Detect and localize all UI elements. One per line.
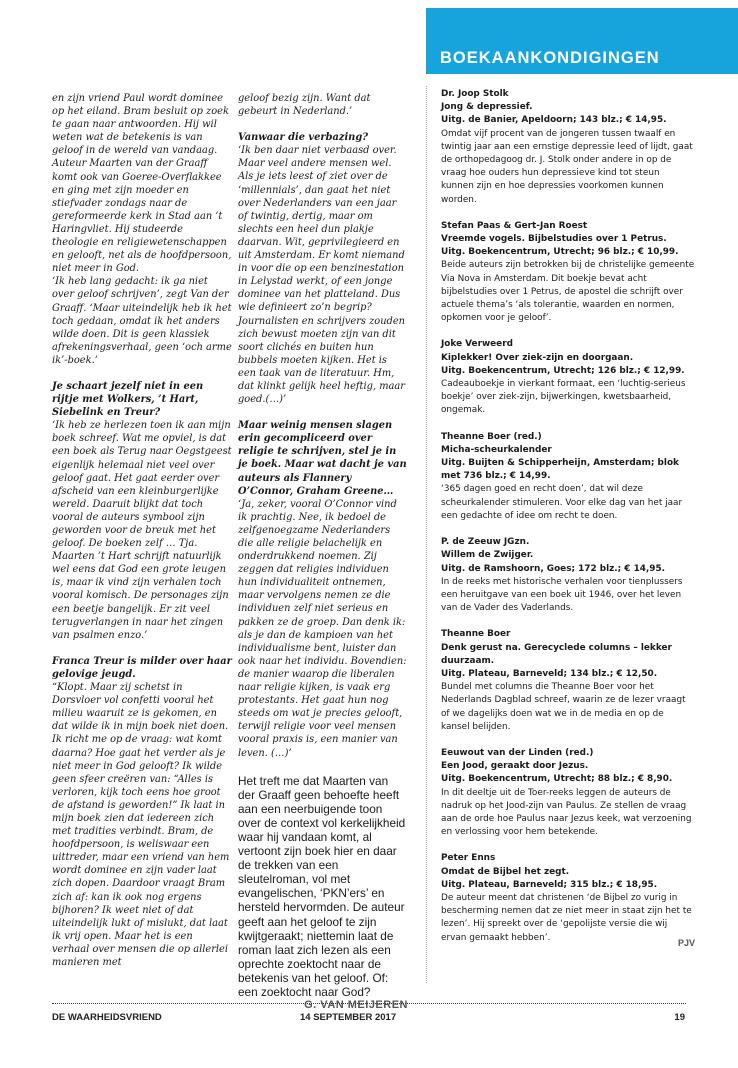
interview-question: Maar weinig mensen slagen erin gecompliceerd over religie te schrijven, stel je in je boek. Maar wat dacht je van auteurs als Flannery O’Connor, Graham Greene… [238, 420, 407, 497]
book-author: Eeuwout van der Linden (red.) [441, 747, 594, 758]
book-author: Theanne Boer [441, 629, 511, 640]
book-author: Dr. Joop Stolk [441, 89, 509, 99]
paragraph: ‘Ja, zeker, vooral O’Connor vind ik prachtig. Nee, ik bedoel de zelfgenoegzame Nederlanders die alle religie belachelijk en onderdrukkend noemen. Zij zeggen dat religies individuen hun individualiteit ontnemen, maar vervolgens nemen ze die individuen zelf niet serieus en pakken ze de groep. Dan denk ik: als je dan de kampioen van het individualisme bent, luister dan ook naar het individu. Bovendien: de manier waarop die liberalen naar religie kijken, is vaak erg protestants. Het gaat hun nog steeds om wat je precies gelooft, terwijl religie voor veel mensen vooral praxis is, een manier van leven. (…)’ [238, 498, 407, 759]
book-title: Denk gerust na. Gerecyclede columns – lekker duurzaam. [441, 642, 672, 666]
page-number: 19 [674, 1012, 685, 1023]
book-title: Micha-scheurkalender [441, 444, 552, 455]
book-description: In dit deeltje uit de Toer-reeks leggen de auteurs de nadruk op het Jood-zijn van Paulus. Ze stellen de vraag aan de orde hoe Paulus naar Jezus keek, wat verzoening en verlossing voor hem betekende. [441, 787, 692, 838]
author-signature: G. VAN MEIJEREN [304, 999, 408, 1012]
article-column-1 [52, 92, 232, 969]
book-publisher: Uitg. de Banier, Apeldoorn; 143 blz.; € 14,95. [441, 115, 667, 126]
paragraph: ‘Ik heb ze herlezen toen ik aan mijn boek schreef. Wat me opviel, is dat een boek als Terug naar Oegstgeest eigenlijk helemaal niet veel over geloof gaat. Het gaat eerder over afscheid van een kleinburgerlijke wereld. Daaruit blijkt dat toch vooral de auteurs symbool zijn geworden voor de breuk met het geloof. De boeken zelf … Tja. Maarten ’t Hart schrijft natuurlijk wel eens dat God een grote leugen is, maar ik vind zijn verhalen toch vooral komisch. De personages zijn een beetje bangelijk. Er zit veel terugverlangen in naar het zingen van psalmen enzo.’ [52, 420, 232, 641]
book-publisher: Uitg. Boekencentrum, Utrecht; 96 blz.; € 10,99. [441, 247, 679, 258]
paragraph: en zijn vriend Paul wordt dominee op het eiland. Bram besluit op zoek te gaan naar antwoorden. Hij wil weten wat de betekenis is van geloof in de wereld van vandaag. [52, 93, 229, 157]
column-divider [426, 86, 427, 983]
book-entry [441, 628, 695, 734]
book-publisher: Uitg. Buijten & Schipperheijn, Amsterdam; blok met 736 blz.; € 14,99. [441, 458, 679, 482]
paragraph: “Klopt. Maar zij schetst in Dorsvloer vol confetti vooral het milieu waaruit ze is gekomen, en dat wilde ik in mijn boek niet doen. Ik richt me op de vraag: wat komt daarna? Hoe gaat het verder als je niet meer in God gelooft? Ik wilde geen sfeer creëren van: “Alles is verloren, kijk toch eens hoe groot de afstand is geworden!” Ik laat in mijn boek zien dat iedereen zich met tradities verbindt. Bram, de hoofdpersoon, is weliswaar een uittreder, maar een vriend van hem wordt dominee en zijn vader laat zich dopen. Daardoor vraagt Bram zich af: kan ik ook nog ergens bijhoren? Ik weet niet of dat uiteindelijk lukt of mislukt, dat laat ik vrij open. Maar het is een verhaal over mensen die op allerlei manieren met [52, 682, 230, 968]
interview-question: Franca Treur is milder over haar gelovige jeugd. [52, 655, 232, 680]
book-publisher: Uitg. Boekencentrum, Utrecht; 126 blz.; € 12,99. [441, 365, 685, 376]
book-title: Een Jood, geraakt door Jezus. [441, 761, 589, 772]
footer-divider [52, 1003, 686, 1004]
book-author: Theanne Boer (red.) [441, 431, 542, 442]
book-publisher: Uitg. Plateau, Barneveld; 315 blz.; € 18,95. [441, 879, 658, 890]
book-entry [441, 852, 695, 944]
book-description: De auteur meent dat christenen ‘de Bijbel zo vurig in bescherming nemen dat ze niet meer in staat zijn het te lezen’. Hij spreekt over de ‘gepolijste versie die wij ervan gemaakt hebben’. [441, 892, 692, 943]
book-announcements-list [441, 88, 695, 958]
book-description: Bundel met columns die Theanne Boer voor het Nederlands Dagblad schreef, waarin ze de lezer vraagt of we dagelijks doen wat we in de media en op de kansel belijden. [441, 682, 686, 732]
sidebar-title: BOEKAANKONDIGINGEN [440, 49, 660, 67]
paragraph: ‘Ik heb lang gedacht: ik ga niet over geloof schrijven’, zegt Van der Graaff. ‘Maar uiteindelijk heb ik het toch gedaan, omdat ik het anders wilde doen. Dit is geen klassiek afrekeningsverhaal, geen ‘och arme ik’-boek.’ [52, 276, 232, 366]
sidebar-header [426, 8, 738, 74]
book-title: Kiplekker! Over ziek-zijn en doorgaan. [441, 352, 634, 363]
footer-date: 14 SEPTEMBER 2017 [300, 1012, 397, 1023]
book-author: Stefan Paas & Gert-Jan Roest [441, 220, 588, 231]
book-description: Omdat vijf procent van de jongeren tussen twaalf en twintig jaar aan een ernstige depressie leed of lijdt, gaat de orthopedagoog dr. J. Stolk onder andere in op de vraag hoe ouders hun depressieve kind tot steun kunnen zijn en hoe depressies voorkomen kunnen worden. [441, 128, 693, 205]
book-description: ‘365 dagen goed en recht doen’, dat wil deze scheurkalender stimuleren. Voor elke dag van het jaar een gedachte of idee om recht te doen. [441, 484, 683, 521]
book-title: Vreemde vogels. Bijbelstudies over 1 Petrus. [441, 234, 667, 245]
book-description: In de reeks met historische verhalen voor tienplussers een heruitgave van een boek uit 1946, over het leven van de Vader des Vaderlands. [441, 576, 683, 614]
book-description: Beide auteurs zijn betrokken bij de christelijke gemeente Via Nova in Amsterdam. Dit boekje bevat acht bijbelstudies over 1 Petrus, de apostel die schrijft over actuele thema’s ‘als tolerantie, waarden en normen, opkomen voor je geloof’. [441, 260, 695, 324]
book-title: Jong & depressief. [441, 102, 533, 113]
book-author: Joke Verweerd [441, 339, 513, 350]
book-title: Willem de Zwijger. [441, 550, 534, 561]
closing-paragraph: Het treft me dat Maarten van der Graaff geen behoefte heeft aan een neerbuigende toon over de context vol kerkelijkheid waar hij vandaan komt, al vertoont zijn boek hier en daar de trekken van een sleutelroman, vol met evangelischen, ‘PKN’ers’ en hersteld hervormden. De auteur geeft aan het geloof te zijn kwijtgeraakt; niettemin laat de roman laat zich lezen als een oprechte zoektocht naar de betekenis van het geloof. Of: een zoektocht naar God? [238, 773, 406, 999]
book-entry [441, 536, 695, 615]
sidebar-initials: PJV [677, 938, 695, 948]
book-entry [441, 88, 695, 207]
book-entry [441, 220, 695, 326]
paragraph: geloof bezig zijn. Want dat gebeurt in Nederland.’ [238, 93, 371, 118]
paragraph: ‘Ik ben daar niet verbaasd over. Maar veel andere mensen wel. Als je iets leest of ziet over de ‘millennials’, dan gaat het niet over Nederlanders van een jaar of twintig, dertig, maar om slechts een heel dun plakje daarvan. Wit, geprivilegieerd en uit Amsterdam. Er komt niemand in voor die op een benzinestation in Lelystad werkt, of een jonge dominee van het platteland. Dus wie definieert zo’n begrip? Journalisten en schrijvers zouden zich bewust moeten zijn van dit soort clichés en buiten hun bubbels moeten kijken. Het is een taak van de literatuur. Hm, dat klinkt gelijk heel heftig, maar goed.(…)’ [238, 145, 406, 406]
book-entry [441, 747, 695, 839]
book-publisher: Uitg. Boekencentrum, Utrecht; 88 blz.; € 8,90. [441, 774, 673, 785]
book-description: Cadeauboekje in vierkant formaat, een ‘luchtig-serieus boekje’ over ziek-zijn, bijwerkingen, kwetsbaarheid, ongemak. [441, 379, 686, 416]
footer-publication: DE WAARHEIDSVRIEND [52, 1012, 162, 1023]
book-entry [441, 338, 695, 417]
book-author: Peter Enns [441, 853, 496, 864]
book-publisher: Uitg. Plateau, Barneveld; 134 blz.; € 12,50. [441, 668, 658, 679]
book-author: P. de Zeeuw JGzn. [441, 537, 530, 548]
paragraph: Auteur Maarten van der Graaff komt ook van Goeree-Overflakkee en ging met zijn moeder en stiefvader zondags naar de gereformeerde kerk in Stad aan ’t Haringvliet. Hij studeerde theologie en religiewetenschappen en gelooft, net als de hoofdpersoon, niet meer in God. [52, 158, 232, 275]
interview-question: Vanwaar die verbazing? [238, 132, 368, 144]
book-publisher: Uitg. de Ramshoorn, Goes; 172 blz.; € 14,95. [441, 563, 666, 574]
interview-question: Je schaart jezelf niet in een rijtje met Wolkers, ’t Hart, Siebelink en Treur? [52, 380, 204, 419]
book-title: Omdat de Bijbel het zegt. [441, 866, 570, 877]
book-entry [441, 431, 695, 523]
article-column-2 [238, 92, 408, 1012]
